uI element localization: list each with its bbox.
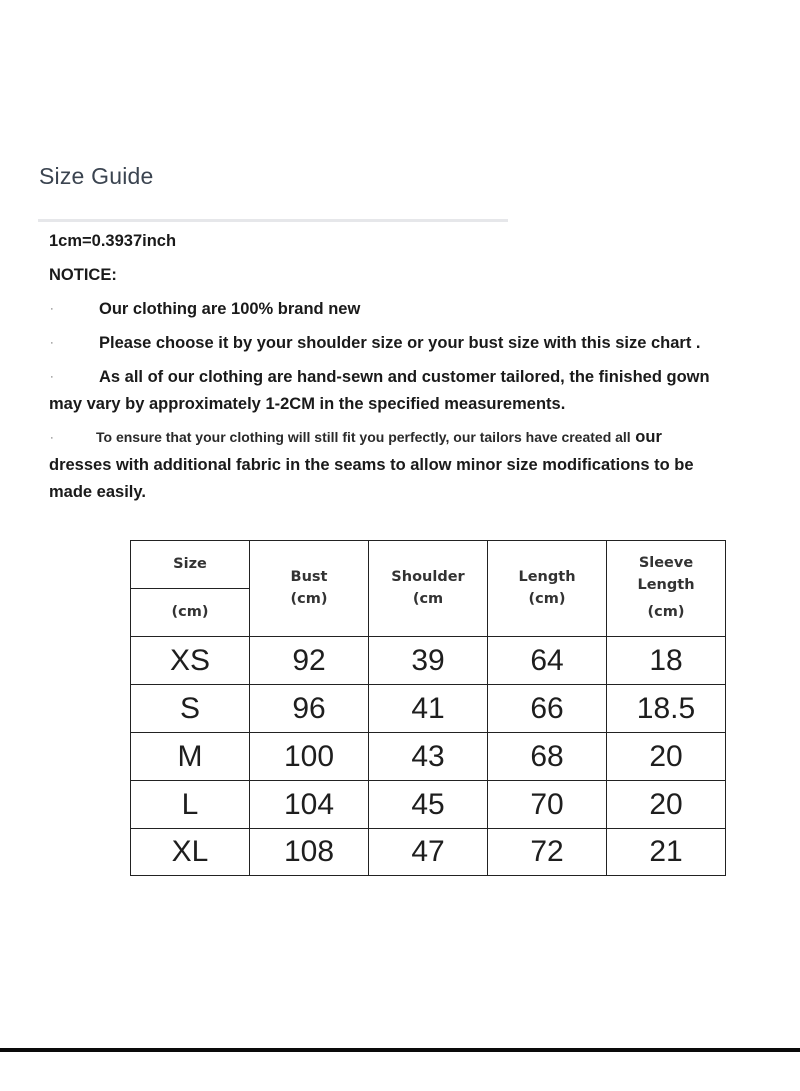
cell-length: 70 — [488, 781, 607, 829]
cell-bust: 96 — [250, 685, 369, 733]
cell-length: 72 — [488, 829, 607, 876]
header-sleeve-label-1: Sleeve — [638, 554, 694, 571]
notice-item-1: Our clothing are 100% brand new — [99, 300, 361, 318]
notice-item-4-line-3: made easily. — [49, 483, 146, 501]
header-length-label: Length — [518, 568, 576, 585]
notice-item-4-line-1 — [96, 428, 662, 447]
header-length — [488, 541, 607, 637]
header-sleeve-unit: (cm) — [647, 604, 685, 621]
notice-item-2: Please choose it by your shoulder size or your bust size with this size chart . — [99, 334, 701, 352]
table-row — [131, 781, 726, 829]
conversion-note: 1cm=0.3937inch — [49, 232, 177, 250]
table-row — [131, 685, 726, 733]
header-length-unit: (cm) — [528, 590, 566, 607]
size-chart-table — [130, 540, 726, 876]
header-bust-unit: (cm) — [290, 590, 328, 607]
notice-item-3-line-1: As all of our clothing are hand-sewn and customer tailored, the finished gown — [99, 368, 710, 386]
header-size: Size — [131, 541, 250, 589]
cell-length: 66 — [488, 685, 607, 733]
header-shoulder-unit: (cm — [412, 590, 444, 607]
bullet-1: · — [50, 303, 54, 315]
bullet-3: · — [50, 371, 54, 383]
header-shoulder — [369, 541, 488, 637]
header-sleeve-length — [607, 541, 726, 637]
cell-shoulder: 43 — [369, 733, 488, 781]
cell-sleeve: 20 — [607, 733, 726, 781]
cell-sleeve: 18 — [607, 637, 726, 685]
cell-sleeve: 18.5 — [607, 685, 726, 733]
bottom-divider — [0, 1048, 800, 1052]
cell-size: XL — [131, 829, 250, 876]
cell-shoulder: 47 — [369, 829, 488, 876]
bullet-2: · — [50, 337, 54, 349]
cell-size: S — [131, 685, 250, 733]
header-shoulder-label: Shoulder — [391, 568, 465, 585]
notice-item-4-big-text: our — [635, 428, 662, 446]
header-row-1 — [131, 541, 726, 589]
cell-shoulder: 45 — [369, 781, 488, 829]
notice-item-4-line-2: dresses with additional fabric in the seams to allow minor size modifications to be — [49, 456, 694, 474]
table-row — [131, 637, 726, 685]
cell-size: XS — [131, 637, 250, 685]
cell-length: 68 — [488, 733, 607, 781]
cell-shoulder: 39 — [369, 637, 488, 685]
header-sleeve-label-2: Length — [637, 576, 695, 593]
cell-length: 64 — [488, 637, 607, 685]
table-row — [131, 733, 726, 781]
cell-bust: 104 — [250, 781, 369, 829]
table-row — [131, 829, 726, 876]
bullet-4: · — [50, 432, 54, 444]
page-title: Size Guide — [39, 163, 154, 189]
cell-sleeve: 20 — [607, 781, 726, 829]
cell-size: M — [131, 733, 250, 781]
cell-sleeve: 21 — [607, 829, 726, 876]
cell-shoulder: 41 — [369, 685, 488, 733]
header-bust-label: Bust — [290, 568, 328, 585]
notice-label: NOTICE: — [49, 266, 117, 284]
cell-bust: 100 — [250, 733, 369, 781]
header-size-unit: (cm) — [131, 589, 250, 637]
cell-size: L — [131, 781, 250, 829]
title-divider — [38, 219, 508, 222]
header-bust — [250, 541, 369, 637]
cell-bust: 108 — [250, 829, 369, 876]
notice-item-4-small-text: To ensure that your clothing will still fit you perfectly, our tailors have created all — [96, 429, 631, 445]
cell-bust: 92 — [250, 637, 369, 685]
notice-item-3-line-2: may vary by approximately 1-2CM in the specified measurements. — [49, 395, 566, 413]
